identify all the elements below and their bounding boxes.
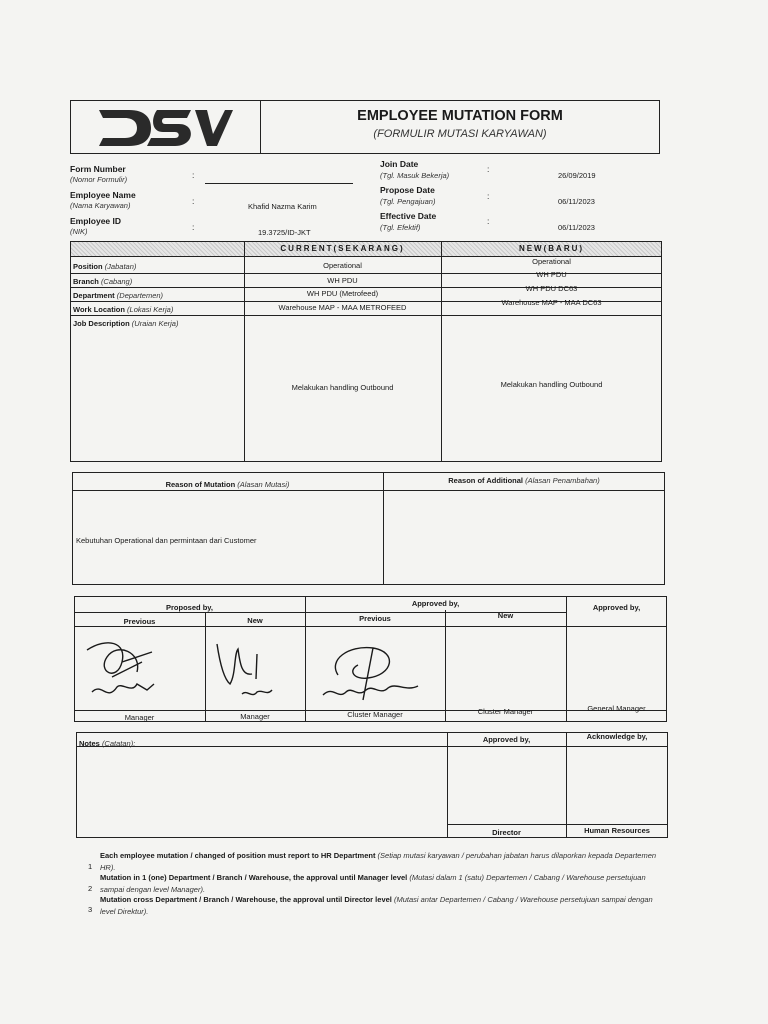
join-date-sub: (Tgl. Masuk Bekerja)	[380, 171, 450, 180]
notes-acknowledge-by: Acknowledge by,	[586, 732, 648, 741]
approved-previous-header: Previous	[359, 614, 391, 623]
employee-id-value: 19.3725/ID-JKT	[258, 228, 311, 237]
row-current-value: Warehouse MAP - MAA METROFEED	[278, 303, 407, 312]
row-label: Work Location	[73, 305, 125, 314]
footnote-number: 3	[88, 905, 93, 914]
employee-id-label: Employee ID	[70, 216, 122, 226]
proposed-by-header: Proposed by,	[166, 603, 213, 612]
footnote-number: 1	[88, 862, 93, 871]
form-number-colon: :	[192, 170, 195, 180]
signature-new-manager	[212, 634, 282, 714]
effective-date-value: 06/11/2023	[558, 223, 595, 232]
footnote-bold: Mutation in 1 (one) Department / Branch / Warehouse, the approval until Manager level	[100, 873, 408, 882]
row-sub: (Jabatan)	[104, 262, 137, 271]
row-label: Position	[73, 262, 103, 271]
reason-additional-sub: (Alasan Penambahan)	[525, 476, 600, 485]
signature-previous-cluster-manager	[318, 640, 428, 710]
reason-mutation-text: Kebutuhan Operational dan permintaan dari Customer	[76, 536, 257, 545]
row-sub: (Cabang)	[100, 277, 133, 286]
propose-date-label: Propose Date	[380, 185, 435, 195]
table-row	[73, 305, 173, 314]
row-sub: (Departemen)	[116, 291, 164, 300]
approved-by-header: Approved by,	[411, 599, 460, 608]
propose-date-value: 06/11/2023	[558, 197, 595, 206]
form-subtitle: (FORMULIR MUTASI KARYAWAN)	[373, 128, 547, 140]
notes-divider	[566, 732, 567, 838]
row-new-value: Operational	[532, 257, 571, 266]
form-number-label: Form Number	[70, 164, 126, 174]
employee-name-label: Employee Name	[70, 190, 136, 200]
reason-mutation-label: Reason of Mutation	[165, 480, 236, 489]
row-label: Branch	[73, 277, 99, 286]
row-current-value: WH PDU	[327, 276, 358, 285]
employee-id-colon: :	[192, 222, 195, 232]
role-general-manager: General Manager	[587, 704, 646, 713]
job-description-row	[73, 319, 178, 328]
footnote-item	[100, 850, 670, 874]
employee-name-value: Khafid Nazma Karim	[248, 202, 317, 211]
notes-line	[447, 824, 668, 825]
footnote-italic: (Mutasi dalam 1 (satu) Departemen / Cabang / Warehouse persetujuan sampai dengan level Manager).	[100, 873, 646, 894]
approvals-line	[74, 626, 667, 627]
join-date-label: Join Date	[380, 159, 419, 169]
row-sub: (Lokasi Kerja)	[127, 305, 174, 314]
col-new-header: NEW(BARU)	[518, 244, 585, 253]
approved-by-right-header: Approved by,	[592, 603, 641, 612]
effective-date-colon: :	[487, 216, 490, 226]
proposed-previous-header: Previous	[123, 617, 156, 626]
notes-divider	[447, 732, 448, 838]
reason-mutation-sub: (Alasan Mutasi)	[237, 480, 290, 489]
footnote-italic: (Mutasi antar Departemen / Cabang / Warehouse persetujuan sampai dengan level Direktur).	[100, 895, 653, 916]
footnote-italic: (Setiap mutasi karyawan / perubahan jabatan harus dilaporkan kepada Departemen HR).	[100, 851, 657, 872]
role-previous-manager: Manager	[124, 713, 155, 722]
row-new-value: WH PDU DC63	[525, 284, 578, 293]
table-row	[73, 277, 132, 286]
effective-date-sub: (Tgl. Efektif)	[380, 223, 421, 232]
row-current-value: WH PDU (Metrofeed)	[306, 289, 379, 298]
role-new-manager: Manager	[240, 712, 270, 721]
role-previous-cluster-manager: Cluster Manager	[347, 710, 403, 719]
reason-mutation-header	[72, 480, 383, 489]
row-current-value: Operational	[323, 261, 362, 270]
notes-approved-by: Approved by,	[482, 735, 531, 744]
footnote-item	[100, 872, 670, 896]
notes-line	[76, 746, 668, 747]
join-date-colon: :	[487, 164, 490, 174]
dsv-logo-icon	[95, 104, 235, 150]
approvals-divider	[205, 612, 206, 722]
job-description-new: Melakukan handling Outbound	[500, 380, 603, 389]
employee-name-sub: (Nama Karyawan)	[70, 201, 131, 210]
job-description-sub: (Uraian Kerja)	[131, 319, 179, 328]
row-line	[70, 315, 662, 316]
notes-sub: (Catatan):	[101, 739, 136, 748]
table-row	[73, 262, 136, 271]
row-new-value: Warehouse MAP - MAA DC63	[501, 298, 602, 307]
table-row	[73, 291, 163, 300]
form-title: EMPLOYEE MUTATION FORM	[357, 108, 563, 124]
row-label: Department	[73, 291, 115, 300]
job-description-current: Melakukan handling Outbound	[291, 383, 394, 392]
signature-previous-manager	[82, 632, 172, 712]
footnote-bold: Each employee mutation / changed of position must report to HR Department	[100, 851, 376, 860]
employee-id-sub: (NIK)	[70, 227, 88, 236]
role-new-cluster-manager: Cluster Manager	[477, 707, 534, 716]
propose-date-sub: (Tgl. Pengajuan)	[380, 197, 436, 206]
join-date-value: 26/09/2019	[558, 171, 596, 180]
notes-frame	[76, 732, 668, 838]
reasons-header-line	[72, 490, 665, 491]
col-current-header: CURRENT(SEKARANG)	[280, 244, 405, 253]
notes-label: Notes	[79, 739, 100, 748]
notes-director: Director	[492, 828, 521, 837]
effective-date-label: Effective Date	[380, 211, 437, 221]
form-number-sub: (Nomor Formulir)	[70, 175, 128, 184]
propose-date-colon: :	[487, 191, 490, 201]
reason-additional-label: Reason of Additional	[448, 476, 523, 485]
approved-new-header: New	[497, 611, 514, 620]
reasons-divider	[383, 472, 384, 585]
proposed-new-header: New	[247, 616, 263, 625]
form-number-underline	[205, 183, 353, 184]
notes-label-row	[79, 739, 135, 748]
table-col1-divider	[244, 241, 245, 462]
dsv-logo	[95, 104, 235, 150]
reason-additional-header	[383, 476, 665, 485]
job-description-label: Job Description	[73, 319, 130, 328]
footnote-bold: Mutation cross Department / Branch / Warehouse, the approval until Director level	[100, 895, 392, 904]
notes-human-resources: Human Resources	[584, 826, 650, 835]
row-new-value: WH PDU	[536, 270, 567, 279]
employee-name-colon: :	[192, 196, 195, 206]
footnote-number: 2	[88, 884, 93, 893]
footnote-item	[100, 894, 670, 918]
